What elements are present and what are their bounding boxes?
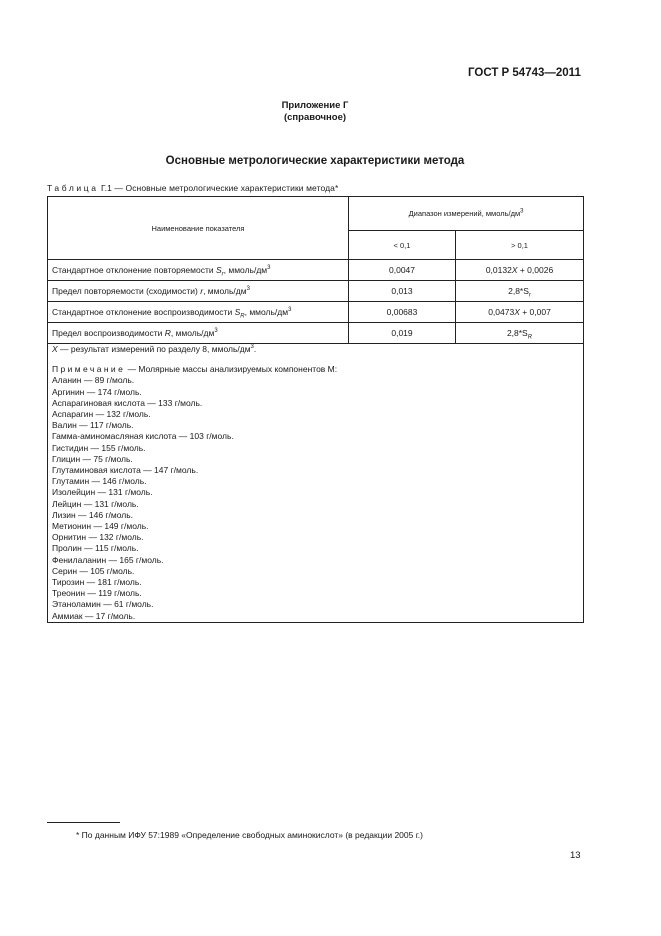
footnote-separator [47, 822, 120, 823]
x-symbol: X [52, 344, 58, 354]
table-row [48, 281, 584, 302]
section-heading: Основные метрологические характеристики метода [165, 155, 465, 167]
header-range-sup: 3 [520, 208, 524, 215]
list-item: Лейцин — 131 г/моль. [52, 498, 139, 509]
x-symbol: X [511, 265, 518, 275]
row-value-low: 0,00683 [349, 302, 456, 323]
row-label-text: Стандартное отклонение повторяемости [52, 265, 216, 275]
row-value-high: 0,0473X + 0,007 [456, 302, 584, 323]
row-value-high: 0,0132X + 0,0026 [456, 260, 584, 281]
table-caption [47, 183, 338, 193]
list-item: Глутамин — 146 г/моль. [52, 476, 147, 487]
header-cell-name [48, 197, 349, 260]
document-id: ГОСТ Р 54743—2011 [468, 67, 581, 79]
list-item: Лизин — 146 г/моль. [52, 509, 134, 520]
row-symbol: S [234, 307, 241, 317]
list-item: Этаноламин — 61 г/моль. [52, 599, 154, 610]
note-intro-text: — Молярные массы анализируемых компонентов М: [125, 364, 338, 375]
list-item: Валин — 117 г/моль. [52, 420, 134, 431]
table-notes-cell [48, 344, 584, 623]
row-symbol-sub: r [221, 271, 224, 278]
list-item: Глутаминовая кислота — 147 г/моль. [52, 465, 199, 476]
list-item: Изолейцин — 131 г/моль. [52, 487, 153, 498]
list-item: Аланин — 89 г/моль. [52, 375, 135, 386]
header-cell-high [456, 231, 584, 260]
list-item: Глицин — 75 г/моль. [52, 453, 133, 464]
header-high-label: > 0,1 [511, 240, 528, 250]
row-label [48, 260, 349, 281]
row-value-low: 0,0047 [349, 260, 456, 281]
component-list [52, 375, 579, 621]
header-range-label: Диапазон измерений, ммоль/дм [408, 209, 521, 218]
x-symbol: X [514, 307, 520, 317]
list-item: Фенилаланин — 165 г/моль. [52, 554, 164, 565]
list-item: Аммиак — 17 г/моль. [52, 610, 136, 621]
table-notes-row [48, 344, 584, 623]
x-definition-sup: 3 [250, 344, 254, 351]
list-item: Серин — 105 г/моль. [52, 565, 135, 576]
row-unit: , ммоль/дм [223, 265, 268, 275]
list-item: Пролин — 115 г/моль. [52, 543, 139, 554]
list-item: Треонин — 119 г/моль. [52, 588, 142, 599]
row-value-high [456, 281, 584, 302]
metrology-table [47, 196, 584, 623]
list-item: Орнитин — 132 г/моль. [52, 532, 144, 543]
list-item: Гистидин — 155 г/моль. [52, 442, 146, 453]
x-definition [52, 344, 579, 355]
header-low-label: < 0,1 [393, 240, 411, 250]
list-item: Аспарагиновая кислота — 133 г/моль. [52, 397, 203, 408]
row-symbol-sub: R [240, 313, 245, 320]
list-item: Аргинин — 174 г/моль. [52, 386, 142, 397]
table-row [48, 302, 584, 323]
page-number: 13 [570, 850, 581, 861]
row-label-text: Стандартное отклонение воспроизводимости [52, 307, 235, 317]
row-value-low: 0,019 [349, 323, 456, 344]
row-unit: , ммоль/дм [244, 307, 289, 317]
row-value-low: 0,013 [349, 281, 456, 302]
row-label [48, 302, 349, 323]
row-unit: , ммоль/дм [203, 286, 247, 296]
row-unit: , ммоль/дм [170, 328, 215, 338]
list-item: Метионин — 149 г/моль. [52, 521, 149, 532]
header-cell-low [349, 231, 456, 260]
row-label [48, 323, 349, 344]
list-item: Гамма-аминомасляная кислота — 103 г/моль. [52, 431, 234, 442]
row-symbol: R [164, 328, 171, 338]
row-unit-sup: 3 [214, 328, 218, 335]
row-label-text: Предел воспроизводимости [52, 328, 165, 338]
note-word: Примечание [52, 364, 126, 375]
row-label [48, 281, 349, 302]
row-symbol: S [215, 265, 222, 275]
appendix-subtitle: (справочное) [283, 112, 347, 123]
table-caption-word: Таблица [47, 183, 99, 193]
row-unit-sup: 3 [267, 265, 271, 272]
footnote: * По данным ИФУ 57:1989 «Определение свободных аминокислот» (в редакции 2005 г.) [76, 830, 423, 840]
header-name-label: Наименование показателя [151, 223, 245, 233]
header-cell-range [349, 197, 584, 231]
row-value-high-text: 2,8*S [508, 286, 529, 296]
row-value-high-sub: R [527, 334, 533, 341]
row-value-high [456, 323, 584, 344]
list-item: Аспарагин — 132 г/моль. [52, 409, 151, 420]
row-label-text: Предел повторяемости (сходимости) [52, 286, 201, 296]
row-unit-sup: 3 [246, 286, 250, 293]
row-value-high-sub: r [528, 292, 531, 299]
row-value-high-text: 2,8*S [506, 328, 528, 338]
appendix-title: Приложение Г [281, 100, 349, 111]
row-symbol: r [200, 286, 204, 296]
table-row [48, 260, 584, 281]
table-caption-text: Г.1 — Основные метрологические характеристики метода* [101, 183, 339, 193]
x-definition-text: — результат измерений по разделу 8, ммоль/дм [57, 344, 251, 354]
x-definition-end: . [253, 344, 257, 354]
list-item: Тирозин — 181 г/моль. [52, 577, 142, 588]
row-unit-sup: 3 [288, 307, 292, 314]
table-row [48, 323, 584, 344]
note-intro [52, 364, 579, 375]
